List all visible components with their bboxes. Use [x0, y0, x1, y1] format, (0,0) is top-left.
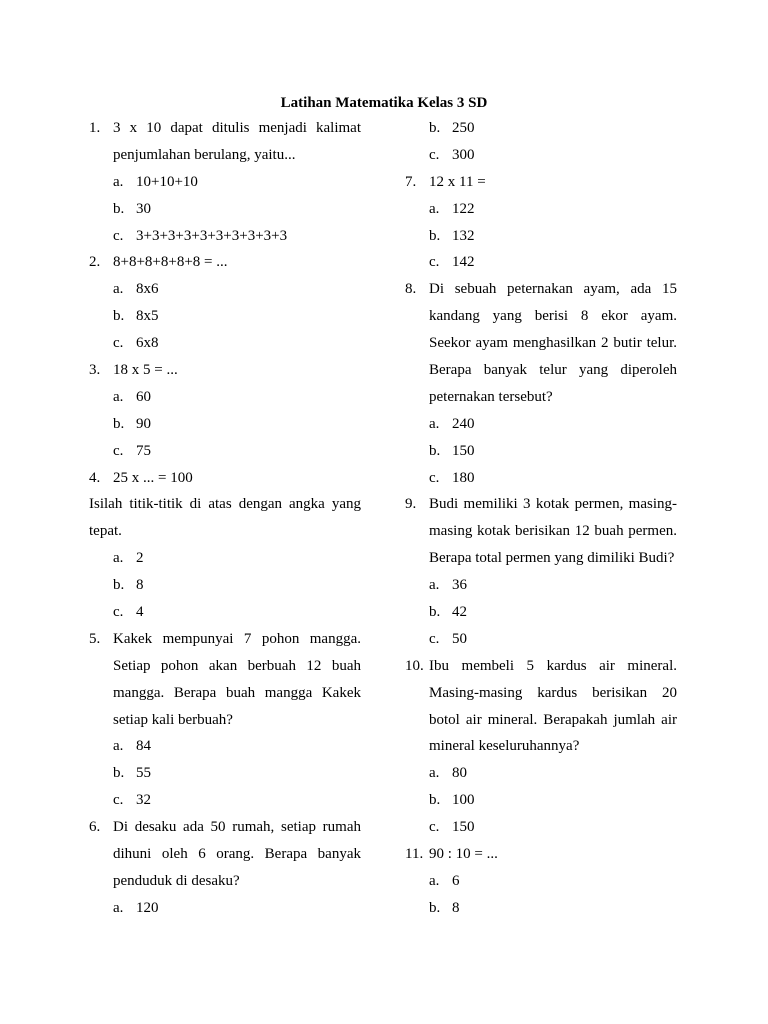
option-letter: b. [429, 604, 441, 621]
instruction-text: tepat. [89, 523, 122, 540]
answer-option [405, 626, 677, 653]
option-letter: b. [429, 899, 441, 916]
answer-option [405, 115, 677, 142]
option-letter: c. [113, 442, 124, 459]
instruction-line [89, 518, 361, 545]
answer-option [89, 169, 361, 196]
answer-option [89, 572, 361, 599]
answer-option [405, 895, 677, 922]
question-continuation-line [405, 330, 677, 357]
option-letter: b. [429, 792, 441, 809]
question-text: botol air mineral. Berapakah jumlah air [429, 711, 677, 728]
answer-option [89, 303, 361, 330]
answer-option [405, 787, 677, 814]
option-letter: a. [113, 899, 124, 916]
question-continuation-line [89, 142, 361, 169]
answer-option [89, 733, 361, 760]
answer-option [89, 411, 361, 438]
option-letter: a. [113, 173, 124, 190]
option-value: 2 [136, 550, 144, 567]
option-letter: b. [113, 200, 125, 217]
question-text: Masing-masing kardus berisikan 20 [429, 684, 677, 701]
option-value: 4 [136, 604, 144, 621]
question-line [405, 169, 677, 196]
option-letter: c. [113, 604, 124, 621]
option-value: 8 [136, 577, 144, 594]
option-value: 150 [452, 819, 475, 836]
option-letter: b. [429, 227, 441, 244]
option-letter: c. [429, 146, 440, 163]
option-value: 80 [452, 765, 467, 782]
answer-option [405, 196, 677, 223]
question-text: 12 x 11 = [429, 173, 486, 190]
page-title: Latihan Matematika Kelas 3 SD [280, 95, 488, 111]
question-line [89, 249, 361, 276]
option-value: 8x6 [136, 281, 159, 298]
option-letter: c. [429, 469, 440, 486]
question-number: 4. [89, 469, 101, 486]
option-letter: b. [113, 577, 125, 594]
question-number: 8. [405, 281, 417, 298]
question-text: Kakek mempunyai 7 pohon mangga. [113, 630, 361, 647]
question-number: 1. [89, 120, 101, 136]
answer-option [405, 249, 677, 276]
option-value: 6x8 [136, 335, 159, 352]
question-line [89, 626, 361, 653]
option-value: 240 [452, 415, 475, 432]
question-text: setiap kali berbuah? [113, 711, 233, 728]
option-value: 60 [136, 388, 151, 405]
question-text: penjumlahan berulang, yaitu... [113, 146, 296, 163]
question-continuation-line [405, 357, 677, 384]
question-continuation-line [89, 680, 361, 707]
answer-option [405, 572, 677, 599]
question-number: 3. [89, 362, 101, 379]
option-value: 100 [452, 792, 475, 809]
option-letter: c. [429, 254, 440, 271]
answer-option [405, 411, 677, 438]
question-text: Setiap pohon akan berbuah 12 buah [113, 657, 361, 674]
option-value: 180 [452, 469, 475, 486]
option-letter: a. [429, 577, 440, 594]
question-number: 7. [405, 173, 417, 190]
question-text: Di desaku ada 50 rumah, setiap rumah [113, 819, 361, 836]
question-line [89, 814, 361, 841]
answer-option [405, 599, 677, 626]
option-letter: a. [429, 872, 440, 889]
answer-option [405, 438, 677, 465]
question-text: 18 x 5 = ... [113, 362, 178, 379]
question-text: Ibu membeli 5 kardus air mineral. [429, 657, 677, 674]
option-letter: b. [113, 765, 125, 782]
question-number: 10. [405, 657, 424, 674]
question-text: 90 : 10 = ... [429, 846, 498, 863]
answer-option [405, 223, 677, 250]
question-continuation-line [89, 653, 361, 680]
question-continuation-line [405, 733, 677, 760]
question-text: mangga. Berapa buah mangga Kakek [113, 684, 361, 701]
option-letter: a. [429, 415, 440, 432]
question-line [405, 653, 677, 680]
question-line [89, 357, 361, 384]
question-continuation-line [405, 303, 677, 330]
question-text: Berapa total permen yang dimiliki Budi? [429, 550, 675, 567]
question-continuation-line [89, 707, 361, 734]
question-number: 2. [89, 254, 101, 271]
option-value: 120 [136, 899, 159, 916]
question-text: penduduk di desaku? [113, 872, 240, 889]
option-value: 36 [452, 577, 467, 594]
option-value: 50 [452, 630, 467, 647]
instruction-text: Isilah titik-titik di atas dengan angka yang [89, 496, 361, 513]
option-value: 6 [452, 872, 460, 889]
question-text: Berapa banyak telur yang diperoleh [429, 362, 677, 379]
question-number: 9. [405, 496, 417, 513]
answer-option [89, 196, 361, 223]
left-column [89, 115, 361, 922]
option-value: 42 [452, 604, 467, 621]
option-letter: b. [429, 120, 441, 136]
answer-option [89, 545, 361, 572]
answer-option [89, 599, 361, 626]
answer-option [89, 760, 361, 787]
option-value: 55 [136, 765, 151, 782]
question-text: 8+8+8+8+8+8 = ... [113, 254, 228, 271]
answer-option [89, 276, 361, 303]
option-value: 10+10+10 [136, 173, 198, 190]
question-text: 3 x 10 dapat ditulis menjadi kalimat [113, 120, 361, 136]
answer-option [89, 330, 361, 357]
option-letter: c. [429, 819, 440, 836]
option-letter: a. [113, 281, 124, 298]
option-letter: a. [113, 388, 124, 405]
option-letter: c. [113, 335, 124, 352]
instruction-line [89, 491, 361, 518]
question-continuation-line [405, 680, 677, 707]
question-continuation-line [405, 545, 677, 572]
question-continuation-line [405, 707, 677, 734]
option-letter: a. [429, 200, 440, 217]
answer-option [89, 223, 361, 250]
question-line [89, 465, 361, 492]
question-line [405, 276, 677, 303]
option-value: 75 [136, 442, 151, 459]
option-letter: c. [113, 792, 124, 809]
question-text: kandang yang berisi 8 ekor ayam. [429, 308, 677, 325]
option-value: 8x5 [136, 308, 159, 325]
option-value: 30 [136, 200, 151, 217]
option-letter: a. [113, 738, 124, 755]
answer-option [405, 760, 677, 787]
question-text: masing kotak berisikan 12 buah permen. [429, 523, 677, 540]
option-value: 250 [452, 120, 475, 136]
answer-option [405, 814, 677, 841]
option-letter: a. [429, 765, 440, 782]
option-value: 132 [452, 227, 475, 244]
option-letter: b. [113, 415, 125, 432]
question-line [405, 491, 677, 518]
option-letter: a. [113, 550, 124, 567]
option-letter: c. [113, 227, 124, 244]
question-continuation-line [89, 868, 361, 895]
option-value: 32 [136, 792, 151, 809]
question-text: dihuni oleh 6 orang. Berapa banyak [113, 846, 361, 863]
answer-option [405, 142, 677, 169]
question-continuation-line [89, 841, 361, 868]
question-text: mineral keseluruhannya? [429, 738, 580, 755]
answer-option [405, 465, 677, 492]
answer-option [89, 384, 361, 411]
option-value: 122 [452, 200, 475, 217]
option-value: 300 [452, 146, 475, 163]
question-line [89, 115, 361, 142]
option-value: 84 [136, 738, 151, 755]
option-letter: b. [429, 442, 441, 459]
option-value: 142 [452, 254, 475, 271]
question-text: Di sebuah peternakan ayam, ada 15 [429, 281, 677, 298]
question-text: Seekor ayam menghasilkan 2 butir telur. [429, 335, 677, 352]
question-number: 6. [89, 819, 101, 836]
question-text: Budi memiliki 3 kotak permen, masing- [429, 496, 677, 513]
question-line [405, 841, 677, 868]
question-continuation-line [405, 518, 677, 545]
option-value: 150 [452, 442, 475, 459]
answer-option [405, 868, 677, 895]
question-continuation-line [405, 384, 677, 411]
question-number: 11. [405, 846, 424, 863]
question-text: peternakan tersebut? [429, 388, 553, 405]
right-column [405, 115, 677, 922]
answer-option [89, 895, 361, 922]
option-value: 90 [136, 415, 151, 432]
option-letter: c. [429, 630, 440, 647]
question-number: 5. [89, 630, 101, 647]
option-value: 3+3+3+3+3+3+3+3+3+3 [136, 227, 288, 244]
option-value: 8 [452, 899, 460, 916]
answer-option [89, 438, 361, 465]
answer-option [89, 787, 361, 814]
option-letter: b. [113, 308, 125, 325]
question-text: 25 x ... = 100 [113, 469, 193, 486]
